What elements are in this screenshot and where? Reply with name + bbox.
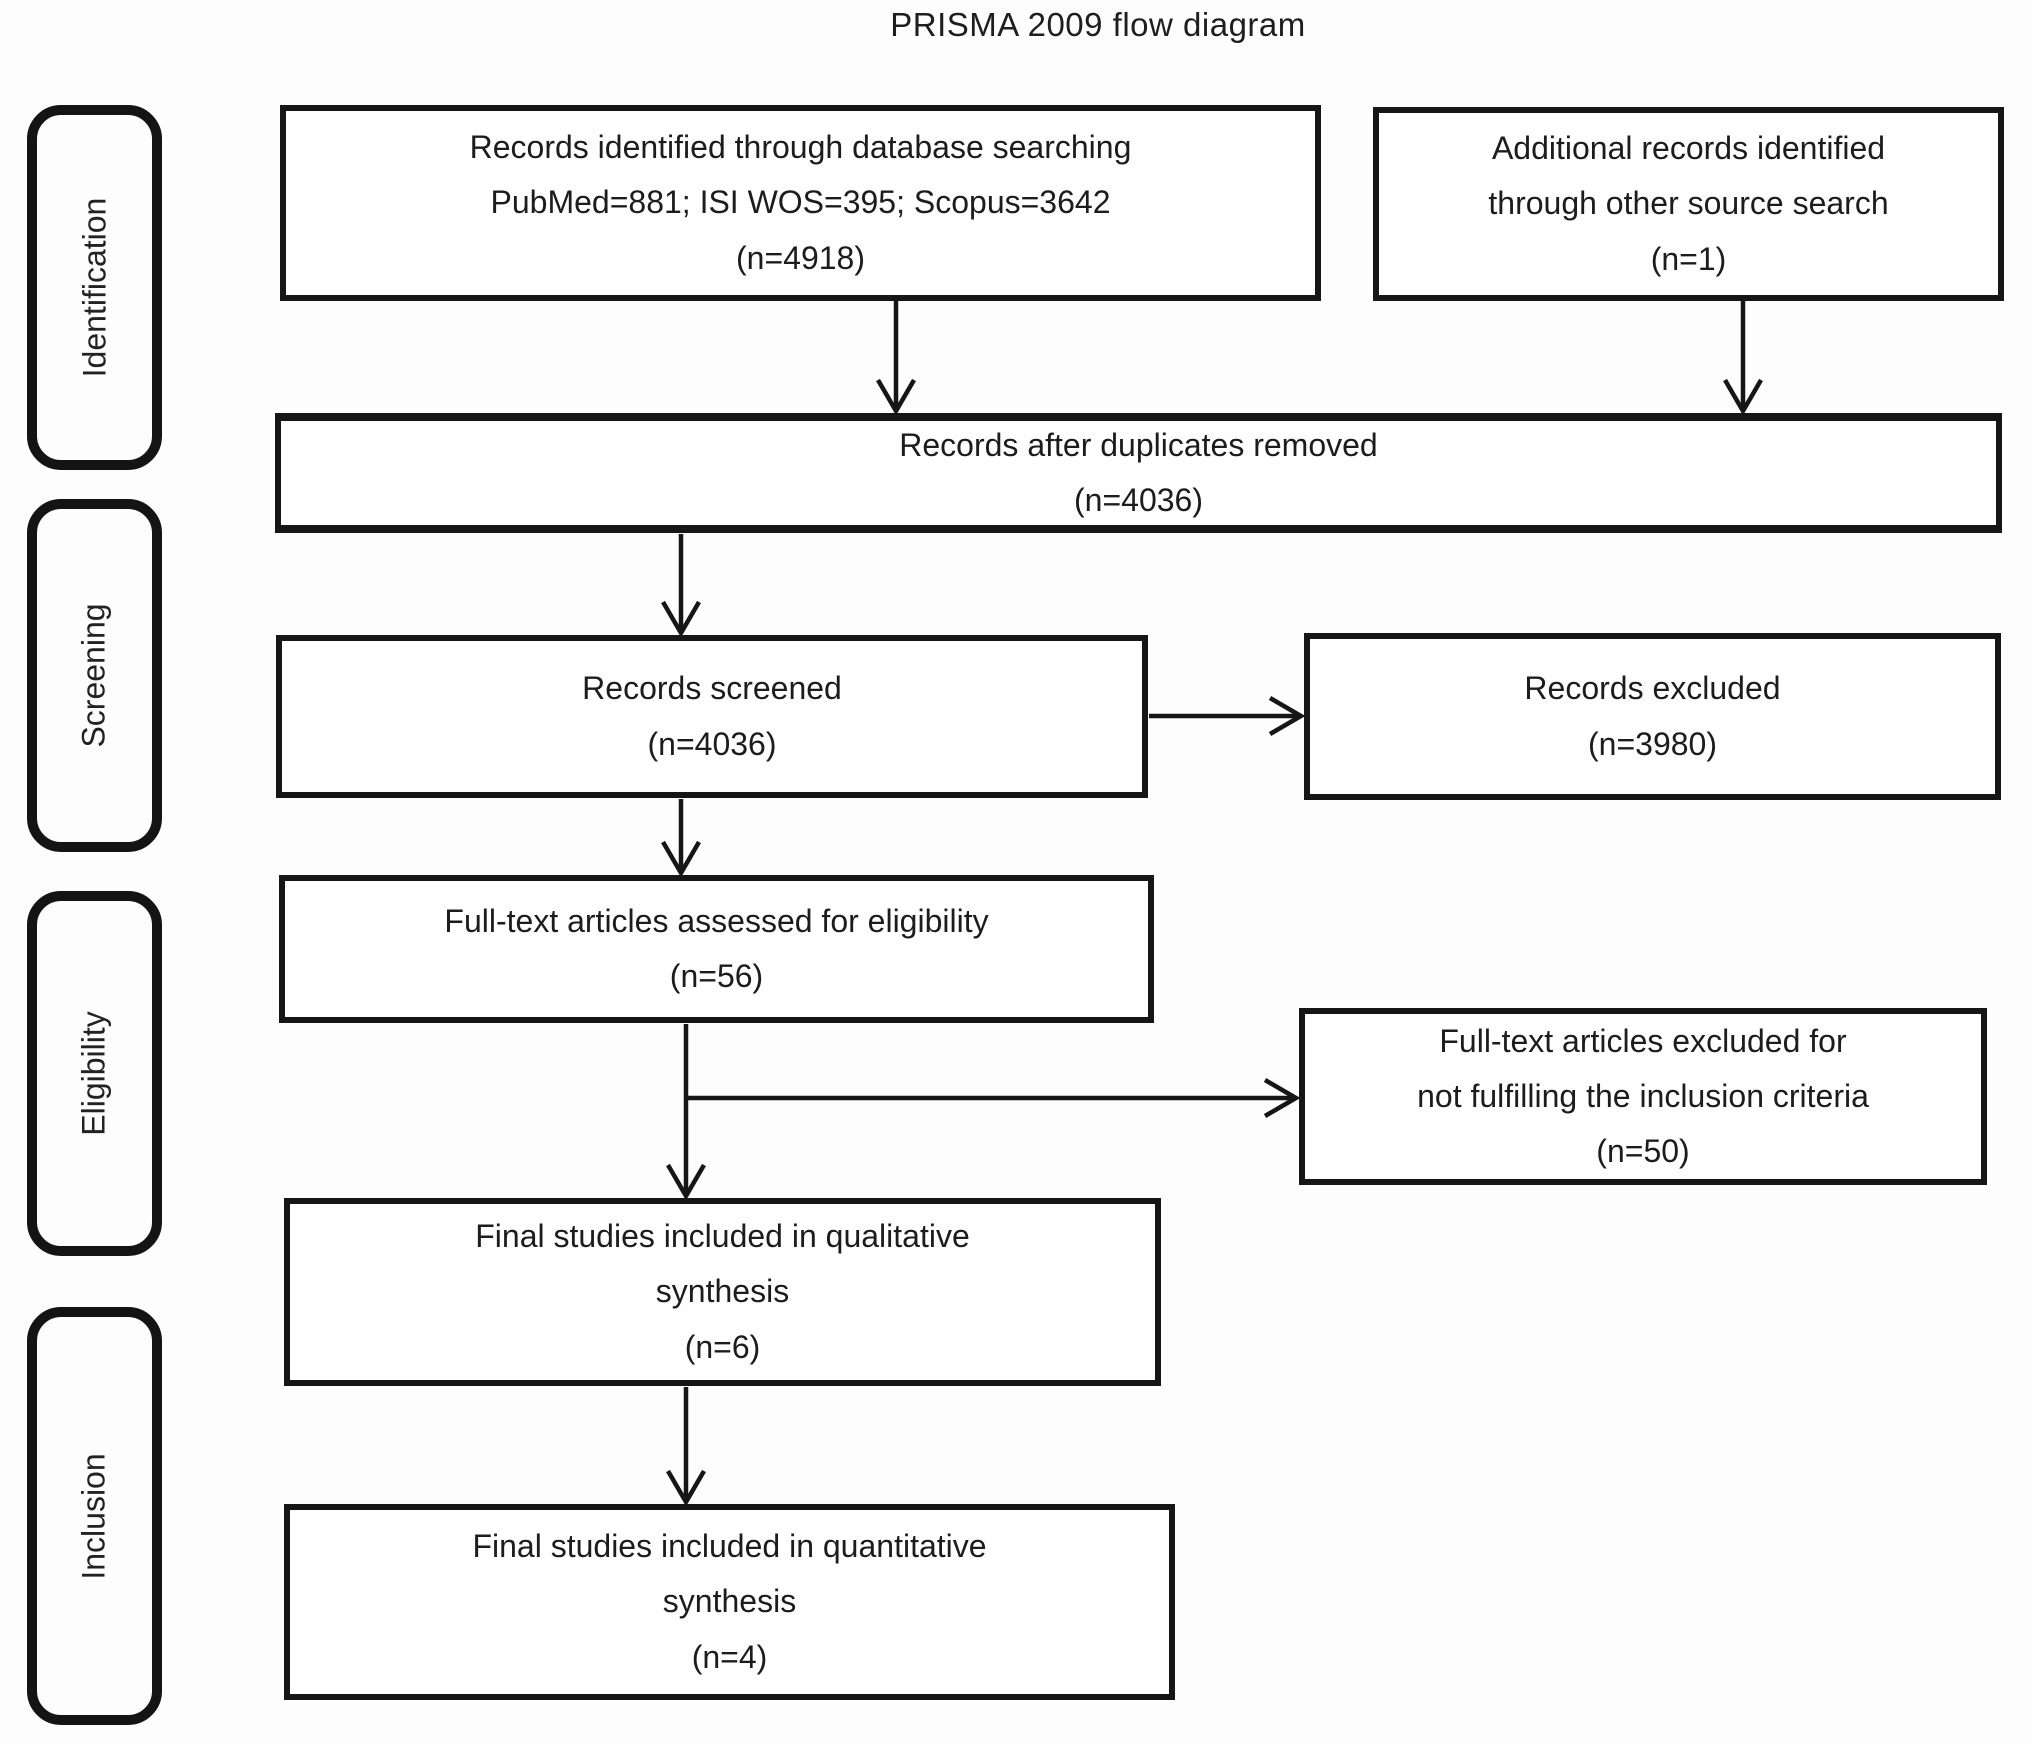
box-line: (n=3980): [1588, 725, 1717, 762]
box-line: Additional records identified: [1491, 130, 1886, 167]
box-line: Full-text articles excluded for: [1439, 1022, 1847, 1059]
stage-inclusion: [27, 1307, 162, 1725]
arrow-dedup-to-screened: [663, 534, 699, 633]
box-fulltext-assessed: [279, 875, 1154, 1023]
arrow-identified-to-dedup: [878, 301, 914, 411]
stage-label-eligibility: Eligibility: [76, 1011, 113, 1136]
box-line: (n=4918): [736, 239, 865, 276]
box-line: (n=56): [669, 958, 764, 994]
box-line: Records screened: [582, 670, 842, 707]
box-line: through other source search: [1488, 185, 1889, 222]
box-line: (n=4036): [647, 725, 777, 762]
stage-label-inclusion: Inclusion: [76, 1452, 113, 1580]
box-records-excluded: [1304, 633, 2001, 800]
box-line: (n=4): [691, 1638, 768, 1675]
stage-eligibility: [27, 891, 162, 1256]
box-line: Records excluded: [1524, 670, 1781, 707]
arrow-screened-to-assessed: [663, 799, 699, 873]
stage-label-identification: Identification: [76, 197, 113, 378]
box-qualitative-synthesis: [284, 1198, 1161, 1386]
arrow-assessed-to-qualitative: [668, 1024, 704, 1196]
box-line: Final studies included in qualitative: [475, 1218, 970, 1255]
box-records-screened: [276, 635, 1148, 798]
box-line: (n=4036): [1074, 482, 1203, 518]
box-line: (n=6): [684, 1328, 761, 1365]
stage-screening: [27, 499, 162, 852]
arrow-screened-to-excluded: [1149, 698, 1301, 734]
diagram-title: PRISMA 2009 flow diagram: [890, 6, 1306, 43]
box-quantitative-synthesis: [284, 1504, 1175, 1700]
box-after-duplicates-removed: [275, 413, 2002, 533]
box-line: synthesis: [662, 1583, 797, 1620]
arrow-additional-to-dedup: [1725, 301, 1761, 411]
box-line: Records after duplicates removed: [899, 426, 1378, 463]
box-line: PubMed=881; ISI WOS=395; Scopus=3642: [490, 184, 1111, 221]
box-line: Final studies included in quantitative: [472, 1528, 987, 1565]
arrow-qualitative-to-quantitative: [668, 1387, 704, 1502]
box-line: not fulfilling the inclusion criteria: [1417, 1077, 1869, 1114]
box-line: Records identified through database searching: [469, 129, 1132, 166]
stage-label-screening: Screening: [76, 603, 112, 748]
stage-identification: [27, 105, 162, 470]
box-line: synthesis: [655, 1273, 790, 1310]
box-fulltext-excluded: [1299, 1008, 1987, 1185]
box-line: (n=50): [1596, 1133, 1690, 1170]
box-line: (n=1): [1650, 240, 1727, 277]
box-line: Full-text articles assessed for eligibility: [444, 902, 989, 939]
box-records-identified: [280, 105, 1321, 301]
box-additional-records: [1373, 107, 2004, 301]
arrow-assessed-to-fulltext-excluded: [686, 1080, 1296, 1116]
